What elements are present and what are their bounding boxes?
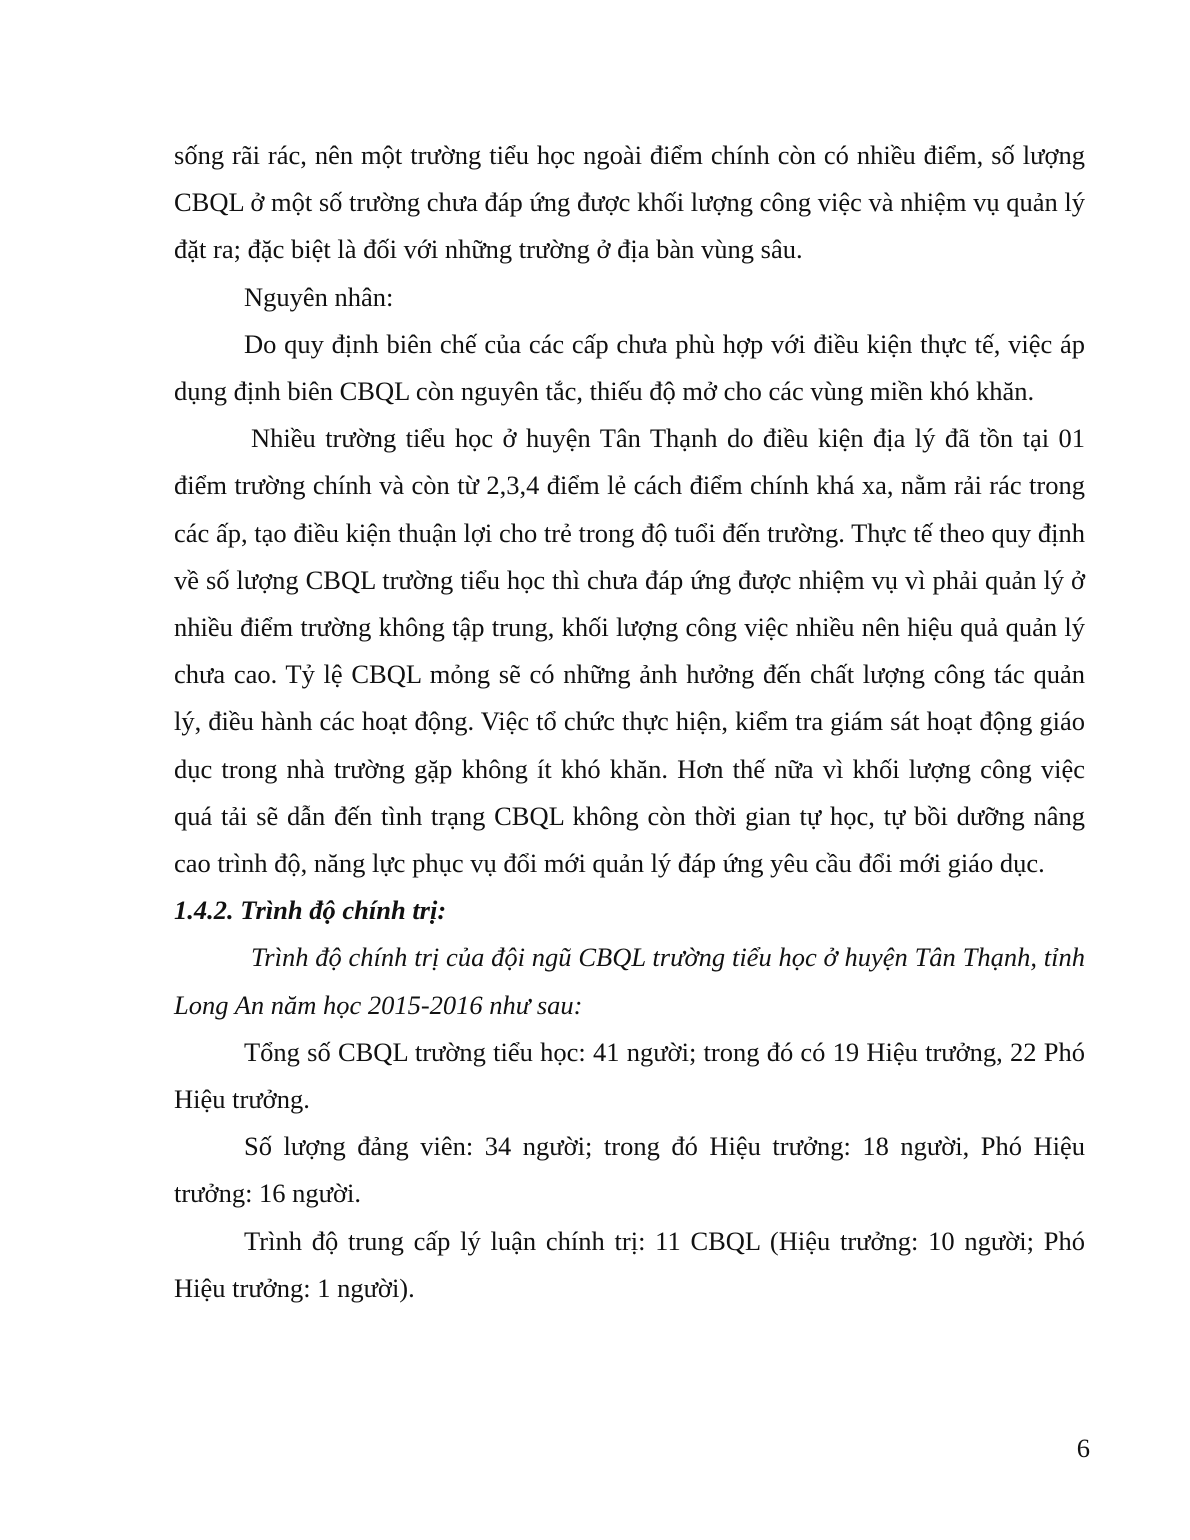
section-intro: Trình độ chính trị của đội ngũ CBQL trường tiểu học ở huyện Tân Thạnh, tỉnh Long An năm học 2015-2016 như sau:: [174, 942, 1085, 1020]
section-heading: 1.4.2. Trình độ chính trị:: [174, 895, 447, 926]
paragraph-total-cbql: Tổng số CBQL trường tiểu học: 41 người; trong đó có 19 Hiệu trưởng, 22 Phó Hiệu trưởng.: [174, 1036, 1085, 1115]
paragraph-continuation: sống rãi rác, nên một trường tiểu học ngoài điểm chính còn có nhiều điểm, số lượng CBQL ở một số trường chưa đáp ứng được khối lượng công việc và nhiệm vụ quản lý đặt ra; đặc biệt là đối với những trường ở địa bàn vùng sâu.: [174, 140, 1085, 265]
paragraph-political-level: Trình độ trung cấp lý luận chính trị: 11 CBQL (Hiệu trưởng: 10 người; Phó Hiệu trưởng: 1 người).: [174, 1225, 1085, 1303]
document-body: [174, 132, 1085, 1312]
paragraph-schools: Nhiều trường tiểu học ở huyện Tân Thạnh do điều kiện địa lý đã tồn tại 01 điểm trường chính và còn từ 2,3,4 điểm lẻ cách điểm chính khá xa, nằm rải rác trong các ấp, tạo điều kiện thuận lợi cho trẻ trong độ tuổi đến trường. Thực tế theo quy định về số lượng CBQL trường tiểu học thì chưa đáp ứng được nhiệm vụ vì phải quản lý ở nhiều điểm trường không tập trung, khối lượng công việc nhiều nên hiệu quả quản lý chưa cao. Tỷ lệ CBQL mỏng sẽ có những ảnh hưởng đến chất lượng công tác quản lý, điều hành các hoạt động. Việc tổ chức thực hiện, kiểm tra giám sát hoạt động giáo dục trong nhà trường gặp không ít khó khăn. Hơn thế nữa vì khối lượng công việc quá tải sẽ dẫn đến tình trạng CBQL không còn thời gian tự học, tự bồi dưỡng nâng cao trình độ, năng lực phục vụ đổi mới quản lý đáp ứng yêu cầu đổi mới giáo dục.: [174, 423, 1085, 879]
paragraph-cause-label: Nguyên nhân:: [244, 281, 394, 312]
paragraph-cause: Do quy định biên chế của các cấp chưa phù hợp với điều kiện thực tế, việc áp dụng định biên CBQL còn nguyên tắc, thiếu độ mở cho các vùng miền khó khăn.: [174, 328, 1085, 407]
page-number: 6: [1076, 1433, 1090, 1463]
paragraph-party-members: Số lượng đảng viên: 34 người; trong đó Hiệu trưởng: 18 người, Phó Hiệu trưởng: 16 người.: [174, 1131, 1085, 1209]
